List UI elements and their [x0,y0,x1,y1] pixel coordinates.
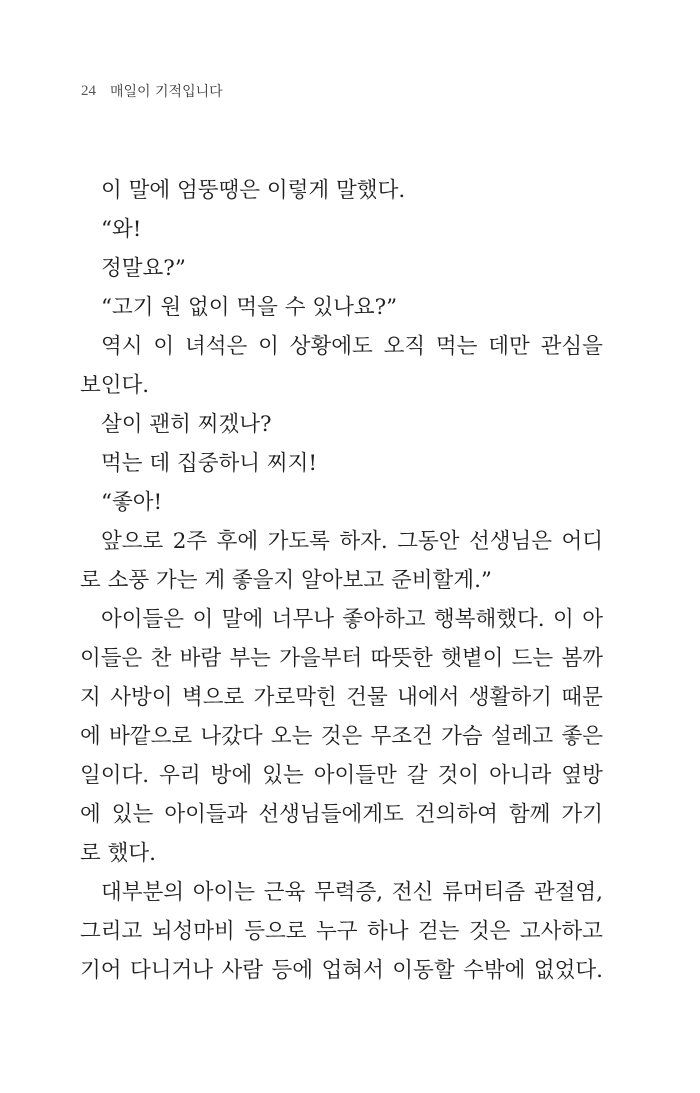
word: 대부분의 [101,880,185,905]
word: 오는 [270,724,313,749]
word: 생활하기 [468,685,552,710]
word: 먹는 [435,334,478,359]
word: 다니거나 [130,958,214,983]
text-line: “와! [101,217,142,242]
word: 이 [192,607,214,632]
word: 가로막힌 [253,685,337,710]
word: 고사하고 [519,919,603,944]
word: 그리고 [80,919,143,944]
word: 가기 [561,802,603,827]
word: 기어 [80,958,122,983]
text-line: “좋아! [101,490,163,515]
word: 수밖에 [463,958,526,983]
text-line [80,912,603,951]
text-line [80,717,603,756]
word: 등으로 [244,919,307,944]
word: 옆방 [561,763,603,788]
word: 에 [80,724,101,749]
word: 이 [153,334,175,359]
text-line [80,951,603,990]
word: 바람 [179,646,222,671]
word: 갈 [406,763,428,788]
word: 좋아하고 [342,607,426,632]
page-header [81,80,223,102]
word: 있는 [262,763,304,788]
word: 아니라 [489,763,552,788]
word: 사람 [221,958,264,983]
word: 관절염, [533,880,603,905]
word: 건물 [346,685,388,710]
word: 그동안 [397,529,460,554]
word: 이동할 [392,958,455,983]
word: 아이들만 [313,763,397,788]
word: 이 [258,334,279,359]
word: 가도록 [267,529,330,554]
word: 역시 [101,334,143,359]
text-line [80,522,603,561]
running-title: 매일이 기적입니다 [110,84,223,100]
word: 걷는 [417,919,460,944]
word: 있는 [111,802,154,827]
word: 지 [80,685,101,710]
page-number: 24 [81,82,96,99]
word: 상황에도 [289,334,373,359]
word: 건의하여 [414,802,498,827]
text-line [80,873,603,912]
word: 이들은 [80,646,143,671]
word: 드는 [511,646,554,671]
word: 것은 [468,919,511,944]
word: 등에 [271,958,314,983]
word: 선생님들에게도 [258,802,404,827]
word: 데만 [488,334,530,359]
word: 아이들과 [164,802,248,827]
word: 말에 [221,607,264,632]
word: 어디 [561,529,603,554]
word: 아이는 [192,880,256,905]
word: 없었다. [533,958,603,983]
text-line: 이 말에 엄뚱땡은 이렇게 말했다. [101,178,406,203]
word: 나갔다 [200,724,263,749]
word: 아이들은 [101,607,185,632]
word: 하자. [339,529,388,554]
word: 업혀서 [321,958,384,983]
text-line [80,639,603,678]
word: 좋은 [561,724,603,749]
text-line: “고기 원 없이 먹을 수 있나요?” [101,295,398,320]
word: 내에서 [397,685,460,710]
text-line: 정말요?” [101,256,186,281]
text-line: 보인다. [80,373,150,398]
word: 따뜻한 [370,646,433,671]
word: 것이 [437,763,480,788]
word: 선생님은 [468,529,553,554]
word: 방에 [210,763,253,788]
word: 우리 [159,763,201,788]
word: 일이다. [80,763,150,788]
text-line: 살이 괜히 찌겠나? [101,412,272,437]
word: 누구 [315,919,358,944]
word: 봄까 [561,646,603,671]
word: 후에 [216,529,259,554]
word: 이 [553,607,574,632]
word: 오직 [383,334,426,359]
word: 에 [80,802,101,827]
word: 때문 [561,685,603,710]
word: 것은 [320,724,363,749]
word: 사방이 [110,685,173,710]
text-line [80,756,603,795]
word: 부는 [229,646,271,671]
word: 류머티즘 [442,880,526,905]
text-line [80,600,603,639]
word: 가을부터 [279,646,363,671]
word: 하나 [366,919,409,944]
text-line [80,678,603,717]
word: 무조건 [370,724,433,749]
body-text [80,171,603,990]
word: 근육 [263,880,306,905]
word: 찬 [150,646,172,671]
word: 햇볕이 [441,646,504,671]
word: 녀석은 [184,334,248,359]
word: 아 [582,607,603,632]
word: 무력증, [314,880,384,905]
word: 전신 [391,880,434,905]
text-line: 먹는 데 집중하니 찌지! [101,451,318,476]
word: 뇌성마비 [151,919,235,944]
word: 함께 [508,802,551,827]
word: 설레고 [490,724,554,749]
text-line [80,327,603,366]
text-line: 로 소풍 가는 게 좋을지 알아보고 준비할게.” [80,568,492,593]
word: 2주 [172,529,208,554]
word: 관심을 [540,334,603,359]
text-line [80,795,603,834]
word: 너무나 [271,607,334,632]
word: 행복해했다. [433,607,545,632]
word: 벽으로 [181,685,245,710]
text-line: 로 했다. [80,841,156,866]
word: 바깥으로 [109,724,193,749]
word: 앞으로 [101,529,164,554]
word: 가슴 [441,724,483,749]
